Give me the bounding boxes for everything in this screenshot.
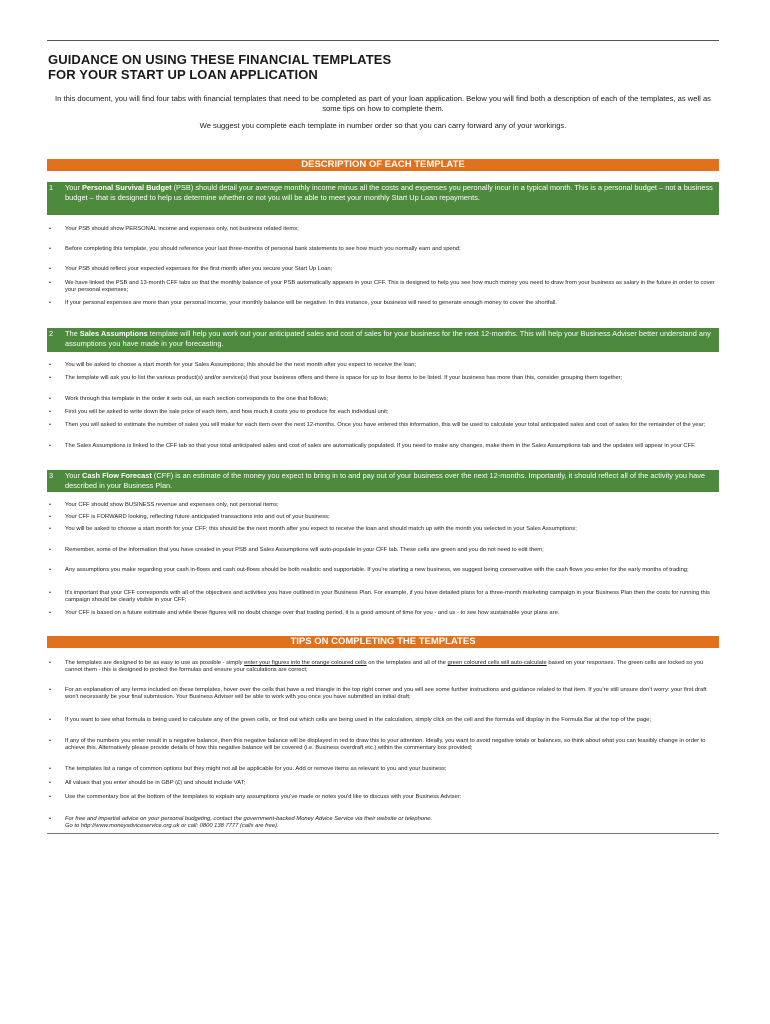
intro [47,94,719,139]
template-name: Cash Flow Forecast [82,471,152,480]
section-number: 2 [49,329,54,338]
section-2-header [47,328,719,352]
section-number: 1 [49,183,54,192]
title-line-2: FOR YOUR START UP LOAN APPLICATION [48,67,318,82]
section-description: Your Cash Flow Forecast (CFF) is an estimate of the money you expect to bring in to and pay out of your business over the next 12-months. Importantly, it should reflect all of the activity you have described in your Business Plan. [65,471,706,490]
intro-paragraph-1: In this document, you will find four tabs with financial templates that need to be completed as part of your loan application. Below you will find both a description of each of the templates, as well as some tips on how to complete them. [55,94,711,113]
top-divider [47,40,719,41]
section-number: 3 [49,471,54,480]
section-description: The Sales Assumptions template will help you work out your anticipated sales and cost of sales for your business for the next 12-months. This will help your Business Adviser better understand any assumptions you have made in your forecasting. [65,329,711,348]
bottom-divider [47,833,719,834]
section-3-header [47,470,719,492]
template-name: Personal Survival Budget [82,183,172,192]
intro-paragraph-2: We suggest you complete each template in number order so that you can carry forward any of your workings. [199,121,567,130]
page-title [48,52,391,82]
title-line-1: GUIDANCE ON USING THESE FINANCIAL TEMPLATES [48,52,392,67]
tips-header: TIPS ON COMPLETING THE TEMPLATES [47,636,719,648]
footer-line-2: Go to http://www.moneyadviceservice.org.uk or call: 0800 138 7777 (calls are free). [65,823,279,829]
section-1-header [47,182,719,215]
section-description: Your Personal Survival Budget (PSB) should detail your average monthly income minus all the costs and expenses you peronally incur in a typical month. This is a personal budget – not a business budget – that is designed to help us determine whether or not you will be able to meet your monthly Start Up Loan repayments. [65,183,713,202]
template-name: Sales Assumptions [79,329,148,338]
description-header: DESCRIPTION OF EACH TEMPLATE [47,159,719,171]
footer-line-1: For free and impartial advice on your personal budgeting, contact the government-backed Money Advice Service via their website or telephone. [65,816,433,822]
